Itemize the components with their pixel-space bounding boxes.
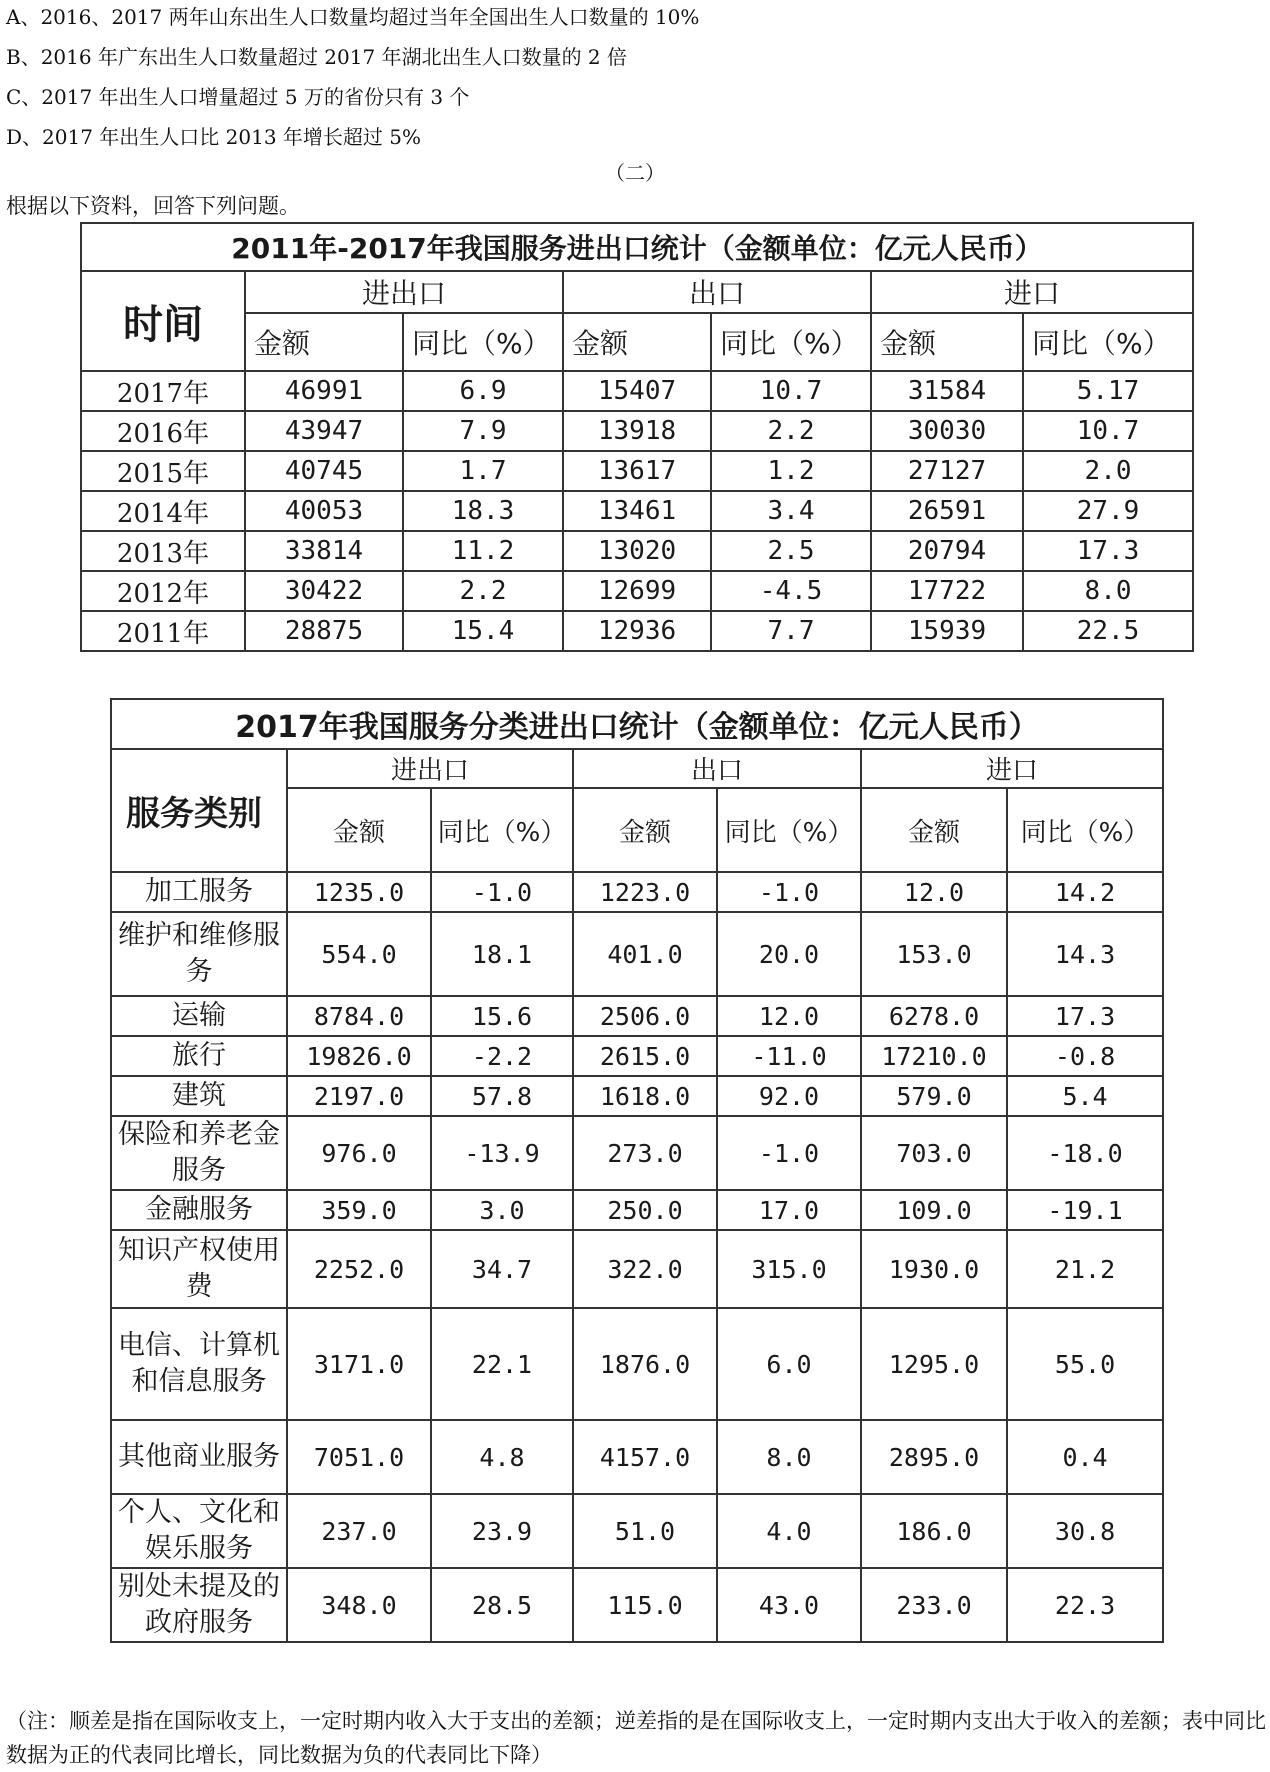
table-cell: 20794 (871, 531, 1023, 571)
section-title: （二） (605, 161, 665, 185)
table-cell: 22.1 (431, 1308, 573, 1420)
table1-caption: 2011年-2017年我国服务进出口统计（金额单位：亿元人民币） (81, 223, 1193, 271)
category-header: 服务类别 (111, 749, 287, 872)
table-cell: 0.4 (1007, 1420, 1163, 1494)
intro-text: 根据以下资料，回答下列问题。 (6, 194, 300, 218)
table-cell: 3171.0 (287, 1308, 431, 1420)
table-cell: 17722 (871, 571, 1023, 611)
table-cell: -13.9 (431, 1116, 573, 1190)
table-cell: 11.2 (403, 531, 563, 571)
category-cell: 个人、文化和娱乐服务 (111, 1494, 287, 1568)
table2-caption: 2017年我国服务分类进出口统计（金额单位：亿元人民币） (111, 699, 1163, 749)
option-a: A、2016、2017 两年山东出生人口数量均超过当年全国出生人口数量的 10% (6, 5, 700, 29)
table-cell: 14.3 (1007, 912, 1163, 996)
table-cell: -4.5 (711, 571, 871, 611)
table-cell: 10.7 (1023, 411, 1193, 451)
table-cell: 27.9 (1023, 491, 1193, 531)
table-row (111, 1494, 1163, 1568)
table-cell: 30422 (245, 571, 403, 611)
group-header-total: 进出口 (245, 271, 563, 313)
table-cell: 46991 (245, 371, 403, 411)
table-cell: 250.0 (573, 1190, 717, 1230)
table-cell: -18.0 (1007, 1116, 1163, 1190)
table-cell: -19.1 (1007, 1190, 1163, 1230)
category-cell: 维护和维修服务 (111, 912, 287, 996)
table-cell: 273.0 (573, 1116, 717, 1190)
table-cell: 23.9 (431, 1494, 573, 1568)
option-c: C、2017 年出生人口增量超过 5 万的省份只有 3 个 (6, 85, 470, 109)
table-cell: 7.7 (711, 611, 871, 651)
table-cell: 19826.0 (287, 1036, 431, 1076)
table-cell: 17.3 (1023, 531, 1193, 571)
table-row (81, 611, 1193, 651)
table-row (111, 1036, 1163, 1076)
table-cell: 7051.0 (287, 1420, 431, 1494)
category-cell: 运输 (111, 996, 287, 1036)
table-cell: 2.2 (711, 411, 871, 451)
sub-header-amount: 金额 (871, 313, 1023, 371)
table-cell: -1.0 (717, 1116, 861, 1190)
table-cell: 12.0 (861, 872, 1007, 912)
table-cell: 20.0 (717, 912, 861, 996)
table-cell: 186.0 (861, 1494, 1007, 1568)
table-cell: 43.0 (717, 1568, 861, 1642)
table-row (111, 1568, 1163, 1642)
sub-header-amount: 金额 (287, 788, 431, 872)
table-row (81, 411, 1193, 451)
table-cell: 33814 (245, 531, 403, 571)
table-cell: 34.7 (431, 1230, 573, 1308)
sub-header-yoy: 同比（%） (1023, 313, 1193, 371)
table-cell: 1.2 (711, 451, 871, 491)
table-cell: 12936 (563, 611, 711, 651)
table-cell: 976.0 (287, 1116, 431, 1190)
table-cell: 153.0 (861, 912, 1007, 996)
table-cell: 14.2 (1007, 872, 1163, 912)
table-cell: 12699 (563, 571, 711, 611)
table-cell: 4.8 (431, 1420, 573, 1494)
table-cell: -2.2 (431, 1036, 573, 1076)
table-cell: 7.9 (403, 411, 563, 451)
table-cell: 1223.0 (573, 872, 717, 912)
category-cell: 保险和养老金服务 (111, 1116, 287, 1190)
table-cell: 31584 (871, 371, 1023, 411)
table-cell: -0.8 (1007, 1036, 1163, 1076)
table-cell: 109.0 (861, 1190, 1007, 1230)
table-cell: 3.4 (711, 491, 871, 531)
category-cell: 加工服务 (111, 872, 287, 912)
category-cell: 其他商业服务 (111, 1420, 287, 1494)
table-cell: 92.0 (717, 1076, 861, 1116)
table-cell: 12.0 (717, 996, 861, 1036)
table-cell: 1.7 (403, 451, 563, 491)
option-d: D、2017 年出生人口比 2013 年增长超过 5% (6, 125, 421, 149)
table-cell: 40745 (245, 451, 403, 491)
table-cell: 15939 (871, 611, 1023, 651)
year-cell: 2017年 (81, 371, 245, 411)
table-row (111, 912, 1163, 996)
sub-header-amount: 金额 (563, 313, 711, 371)
table-cell: 2615.0 (573, 1036, 717, 1076)
table-cell: 27127 (871, 451, 1023, 491)
table-row (81, 491, 1193, 531)
table-cell: 6278.0 (861, 996, 1007, 1036)
table-cell: 18.1 (431, 912, 573, 996)
table-row (111, 1116, 1163, 1190)
table-cell: 18.3 (403, 491, 563, 531)
table-row (111, 1076, 1163, 1116)
table-cell: 43947 (245, 411, 403, 451)
table-cell: 13461 (563, 491, 711, 531)
table-cell: -1.0 (431, 872, 573, 912)
table-cell: 233.0 (861, 1568, 1007, 1642)
category-cell: 旅行 (111, 1036, 287, 1076)
table-cell: 322.0 (573, 1230, 717, 1308)
table-row (81, 451, 1193, 491)
table-cell: 2895.0 (861, 1420, 1007, 1494)
sub-header-yoy: 同比（%） (711, 313, 871, 371)
year-cell: 2016年 (81, 411, 245, 451)
table-cell: 4.0 (717, 1494, 861, 1568)
table-cell: 3.0 (431, 1190, 573, 1230)
table-cell: 5.17 (1023, 371, 1193, 411)
table-cell: 2197.0 (287, 1076, 431, 1116)
table-cell: 2.5 (711, 531, 871, 571)
category-cell: 建筑 (111, 1076, 287, 1116)
table-cell: 1618.0 (573, 1076, 717, 1116)
table-cell: 28875 (245, 611, 403, 651)
table-cell: 315.0 (717, 1230, 861, 1308)
sub-header-amount: 金额 (245, 313, 403, 371)
table-cell: 30030 (871, 411, 1023, 451)
table-cell: 55.0 (1007, 1308, 1163, 1420)
group-header-total: 进出口 (287, 749, 573, 788)
table-row (81, 371, 1193, 411)
table-cell: 30.8 (1007, 1494, 1163, 1568)
table-row (111, 1190, 1163, 1230)
sub-header-yoy: 同比（%） (431, 788, 573, 872)
table-cell: 237.0 (287, 1494, 431, 1568)
table-cell: 13020 (563, 531, 711, 571)
table-cell: 401.0 (573, 912, 717, 996)
table-cell: 15407 (563, 371, 711, 411)
table-cell: 348.0 (287, 1568, 431, 1642)
footnote: （注：顺差是指在国际收支上，一定时期内收入大于支出的差额；逆差指的是在国际收支上，一定时期内支出大于收入的差额；表中同比数据为正的代表同比增长，同比数据为负的代表同比下降） (6, 1709, 1266, 1767)
table-cell: 40053 (245, 491, 403, 531)
table-cell: 8.0 (717, 1420, 861, 1494)
table-cell: 17.0 (717, 1190, 861, 1230)
table-cell: 13918 (563, 411, 711, 451)
table-row (111, 996, 1163, 1036)
group-header-import: 进口 (871, 271, 1193, 313)
sub-header-yoy: 同比（%） (1007, 788, 1163, 872)
table-cell: 17210.0 (861, 1036, 1007, 1076)
table-cell: 1235.0 (287, 872, 431, 912)
table-cell: 21.2 (1007, 1230, 1163, 1308)
table-cell: 10.7 (711, 371, 871, 411)
table-cell: 1930.0 (861, 1230, 1007, 1308)
year-cell: 2011年 (81, 611, 245, 651)
year-cell: 2012年 (81, 571, 245, 611)
table-cell: 13617 (563, 451, 711, 491)
table-cell: 4157.0 (573, 1420, 717, 1494)
table-cell: 359.0 (287, 1190, 431, 1230)
table-cell: 28.5 (431, 1568, 573, 1642)
table-cell: 703.0 (861, 1116, 1007, 1190)
table-cell: 6.0 (717, 1308, 861, 1420)
table-row (81, 531, 1193, 571)
category-cell: 金融服务 (111, 1190, 287, 1230)
category-cell: 电信、计算机和信息服务 (111, 1308, 287, 1420)
table-cell: 8.0 (1023, 571, 1193, 611)
table-cell: 2252.0 (287, 1230, 431, 1308)
table-row (111, 1230, 1163, 1308)
year-cell: 2014年 (81, 491, 245, 531)
sub-header-amount: 金额 (573, 788, 717, 872)
table-cell: 5.4 (1007, 1076, 1163, 1116)
table-row (111, 1420, 1163, 1494)
table-cell: 26591 (871, 491, 1023, 531)
table-cell: 51.0 (573, 1494, 717, 1568)
category-cell: 知识产权使用费 (111, 1230, 287, 1308)
table-cell: 15.4 (403, 611, 563, 651)
table-cell: 115.0 (573, 1568, 717, 1642)
table-cell: 2506.0 (573, 996, 717, 1036)
table-row (111, 1308, 1163, 1420)
table-cell: -11.0 (717, 1036, 861, 1076)
table-cell: 579.0 (861, 1076, 1007, 1116)
table-cell: 554.0 (287, 912, 431, 996)
table-row (111, 872, 1163, 912)
service-category-trade-table-2017 (110, 698, 1164, 1643)
table-cell: 1876.0 (573, 1308, 717, 1420)
sub-header-yoy: 同比（%） (717, 788, 861, 872)
table-cell: 15.6 (431, 996, 573, 1036)
service-trade-table-2011-2017 (80, 222, 1194, 652)
time-header: 时间 (81, 271, 245, 371)
table-cell: -1.0 (717, 872, 861, 912)
group-header-import: 进口 (861, 749, 1163, 788)
table-cell: 2.2 (403, 571, 563, 611)
group-header-export: 出口 (563, 271, 871, 313)
table-cell: 8784.0 (287, 996, 431, 1036)
sub-header-yoy: 同比（%） (403, 313, 563, 371)
year-cell: 2015年 (81, 451, 245, 491)
sub-header-amount: 金额 (861, 788, 1007, 872)
category-cell: 别处未提及的政府服务 (111, 1568, 287, 1642)
table-cell: 22.3 (1007, 1568, 1163, 1642)
year-cell: 2013年 (81, 531, 245, 571)
table-cell: 6.9 (403, 371, 563, 411)
table-cell: 1295.0 (861, 1308, 1007, 1420)
table-cell: 2.0 (1023, 451, 1193, 491)
table-row (81, 571, 1193, 611)
table-cell: 22.5 (1023, 611, 1193, 651)
table-cell: 57.8 (431, 1076, 573, 1116)
table-cell: 17.3 (1007, 996, 1163, 1036)
option-b: B、2016 年广东出生人口数量超过 2017 年湖北出生人口数量的 2 倍 (6, 45, 628, 69)
group-header-export: 出口 (573, 749, 861, 788)
